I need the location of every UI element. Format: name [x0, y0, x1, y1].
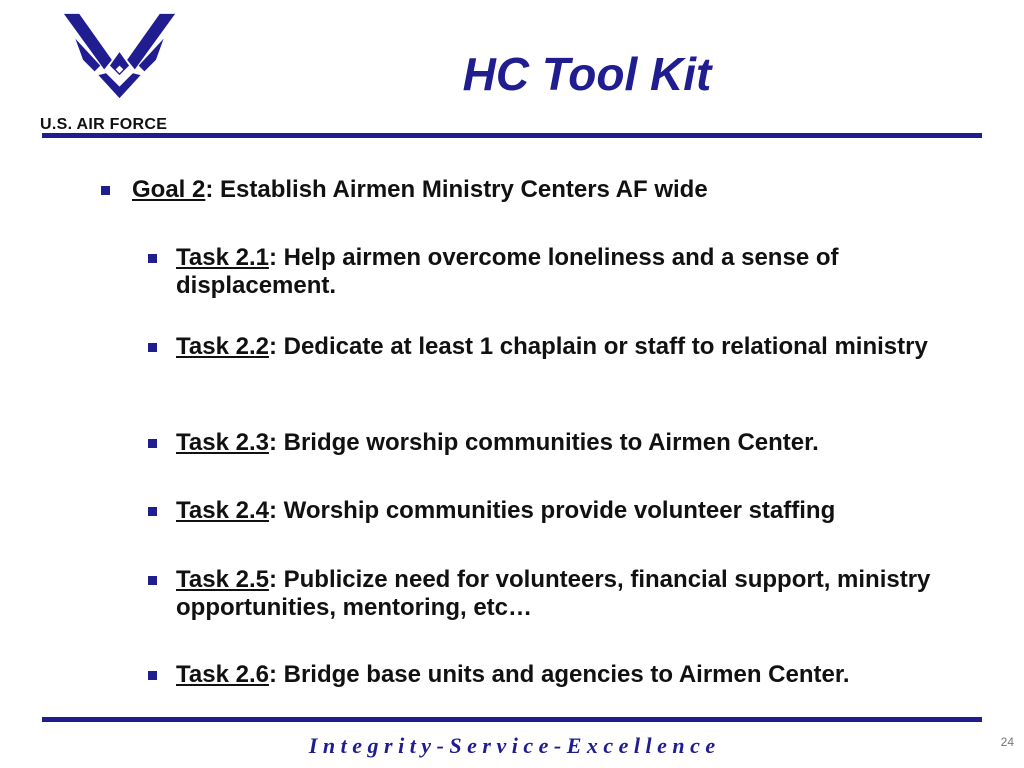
task-text: : Bridge worship communities to Airmen Center. — [268, 429, 819, 456]
square-bullet-icon — [148, 439, 157, 448]
square-bullet-icon — [148, 576, 157, 585]
square-bullet-icon — [101, 186, 110, 195]
task-item — [176, 497, 976, 525]
task-item — [176, 661, 976, 689]
bottom-divider — [42, 717, 982, 722]
footer-motto: I n t e g r i t y - S e r v i c e - E x c e l l e n c e — [308, 733, 716, 758]
square-bullet-icon — [148, 671, 157, 680]
task-item — [176, 244, 976, 300]
goal-lead: Goal 2 — [132, 176, 206, 203]
square-bullet-icon — [148, 343, 157, 352]
goal-item — [132, 176, 992, 204]
task-lead: Task 2.6 — [176, 661, 269, 688]
task-text: : Dedicate at least 1 chaplain or staff to relational ministry — [268, 333, 928, 360]
square-bullet-icon — [148, 507, 157, 516]
page-number: 24 — [1000, 735, 1014, 749]
task-text: : Worship communities provide volunteer staffing — [268, 497, 836, 524]
task-text: : Help airmen overcome loneliness and a sense of displacement. — [176, 244, 839, 299]
task-item — [176, 566, 976, 622]
task-lead: Task 2.1 — [176, 244, 269, 271]
page-title: HC Tool Kit — [462, 48, 712, 100]
logo-text: U.S. AIR FORCE — [40, 116, 168, 133]
task-lead: Task 2.5 — [176, 566, 269, 593]
task-lead: Task 2.2 — [176, 333, 269, 360]
square-bullet-icon — [148, 254, 157, 263]
goal-text: : Establish Airmen Ministry Centers AF wide — [205, 176, 708, 203]
task-lead: Task 2.3 — [176, 429, 269, 456]
task-item — [176, 333, 976, 361]
task-text: : Publicize need for volunteers, financial support, ministry opportunities, mentoring, etc… — [176, 566, 931, 621]
top-divider — [42, 133, 982, 138]
task-lead: Task 2.4 — [176, 497, 269, 524]
task-text: : Bridge base units and agencies to Airmen Center. — [268, 661, 850, 688]
task-item — [176, 429, 976, 457]
